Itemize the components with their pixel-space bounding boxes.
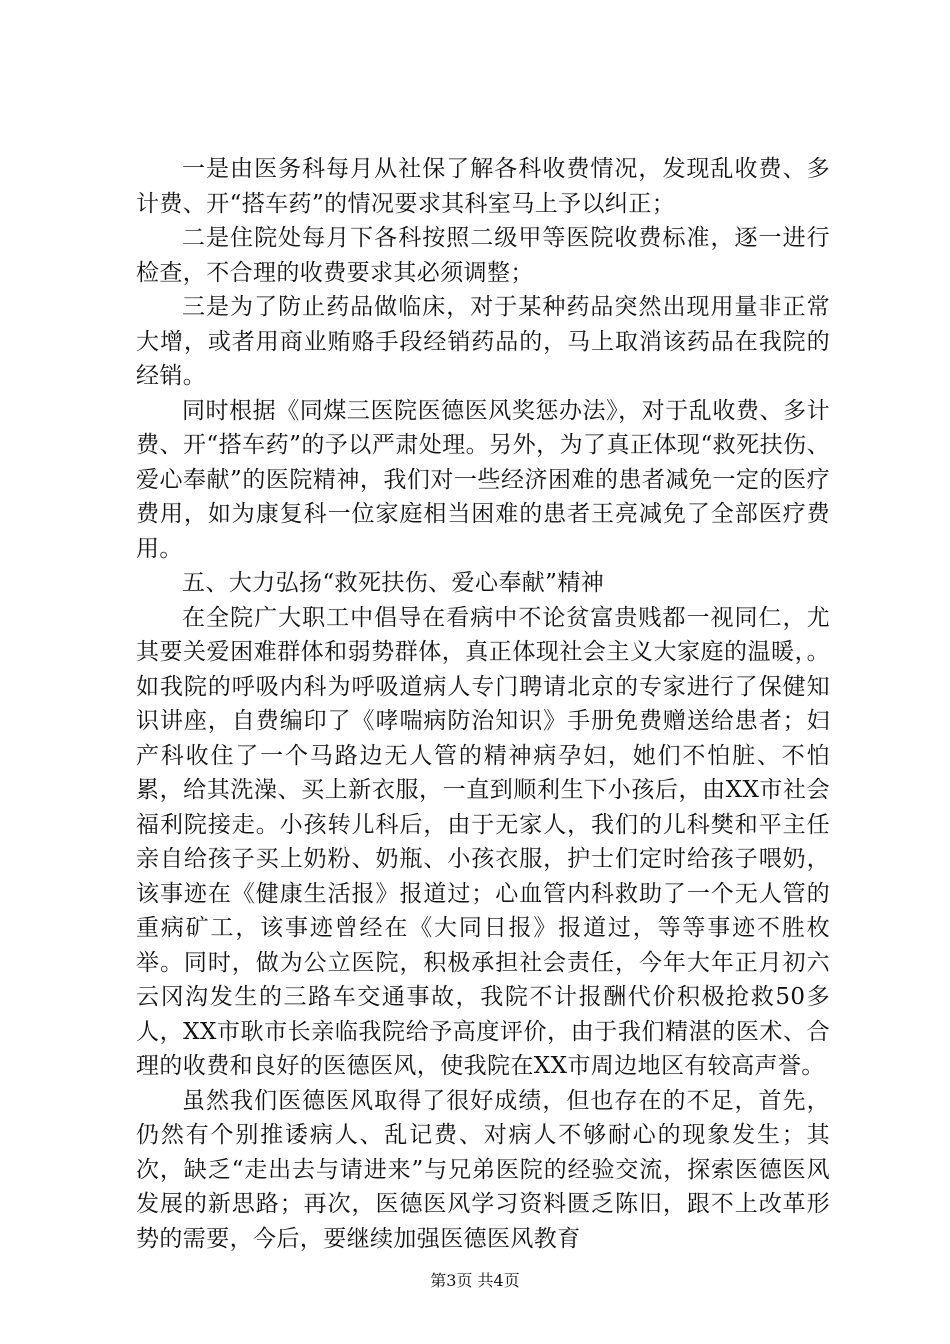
paragraph-penalty: 同时根据《同煤三医院医德医风奖惩办法》，对于乱收费、多计费、开“搭车药”的予以严肃处理。另外，为了真正体现“救死扶伤、爱心奉献”的医院精神，我们对一些经济困难的患者减免一定的医疗费用，如为康复科一位家庭相当困难的患者王亮减免了全部医疗费用。 xyxy=(136,397,830,562)
document-body xyxy=(136,152,830,1256)
paragraph-shortcomings: 虽然我们医德医风取得了很好成绩，但也存在的不足，首先，仍然有个别推诿病人、乱记费、对病人不够耐心的现象发生；其次，缺乏“走出去与请进来”与兄弟医院的经验交流，探索医德医风发展的新思路；再次，医德医风学习资料匮乏陈旧，跟不上改革形势的需要，今后，要继续加强医德医风教育 xyxy=(136,1087,830,1252)
section-heading-5: 五、大力弘扬“救死扶伤、爱心奉献”精神 xyxy=(182,570,605,596)
page-footer: 第3页 共4页 xyxy=(430,1271,520,1290)
paragraph-item-1: 一是由医务科每月从社保了解各科收费情况，发现乱收费、多计费、开“搭车药”的情况要求其科室马上予以纠正； xyxy=(136,156,830,217)
paragraph-humanitarian: 在全院广大职工中倡导在看病中不论贫富贵贱都一视同仁，尤其要关爱困难群体和弱势群体，真正体现社会主义大家庭的温暖，。如我院的呼吸内科为呼吸道病人专门聘请北京的专家进行了保健知识讲座，自费编印了《哮喘病防治知识》手册免费赠送给患者；妇产科收住了一个马路边无人管的精神病孕妇，她们不怕脏、不怕累，给其洗澡、买上新衣服，一直到顺利生下小孩后，由XX市社会福利院接走。小孩转儿科后，由于无家人，我们的儿科樊和平主任亲自给孩子买上奶粉、奶瓶、小孩衣服，护士们定时给孩子喂奶，该事迹在《健康生活报》报道过；心血管内科救助了一个无人管的重病矿工，该事迹曾经在《大同日报》报道过，等等事迹不胜枚举。同时，做为公立医院，积极承担社会责任，今年大年正月初六云冈沟发生的三路车交通事故，我院不计报酬代价积极抢救50多人，XX市耿市长亲临我院给予高度评价，由于我们精湛的医术、合理的收费和良好的医德医风，使我院在XX市周边地区有较高声誉。 xyxy=(136,604,830,1079)
paragraph-item-2: 二是住院处每月下各科按照二级甲等医院收费标准，逐一进行检查，不合理的收费要求其必须调整； xyxy=(136,225,830,286)
paragraph-item-3: 三是为了防止药品做临床，对于某种药品突然出现用量非正常大增，或者用商业贿赂手段经销药品的，马上取消该药品在我院的经销。 xyxy=(136,294,830,389)
